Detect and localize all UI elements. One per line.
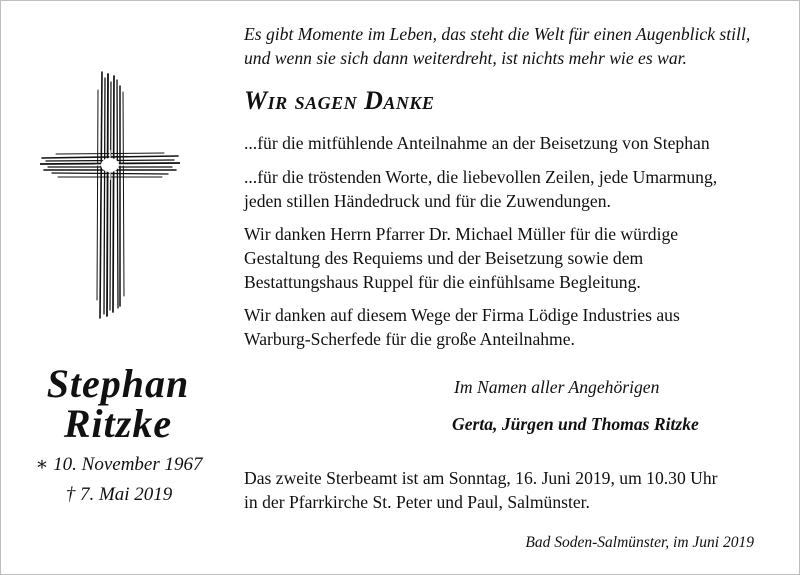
deceased-first-name: Stephan <box>46 361 190 406</box>
birth-date: ∗ 10. November 1967 <box>35 454 203 475</box>
thanks-line: Gestaltung des Requiems und der Beisetzung sowie dem <box>244 248 644 268</box>
mass-line: in der Pfarrkirche St. Peter und Paul, Salmünster. <box>244 492 590 512</box>
quote-line: und wenn sie sich dann weiterdreht, ist nichts mehr wie es war. <box>244 48 687 68</box>
mass-line: Das zweite Sterbeamt ist am Sonntag, 16. Juni 2019, um 10.30 Uhr <box>244 468 718 488</box>
signature-intro: Im Namen aller Angehörigen <box>454 377 660 397</box>
death-date: † 7. Mai 2019 <box>65 484 173 505</box>
mass-notice <box>244 466 784 514</box>
thanks-line: ...für die tröstenden Worte, die liebevollen Zeilen, jede Umarmung, <box>244 167 718 187</box>
thanks-paragraph <box>244 303 784 351</box>
heading: Wir sagen Danke <box>244 86 435 115</box>
thanks-line: jeden stillen Händedruck und für die Zuwendungen. <box>244 191 611 211</box>
thanks-paragraph <box>244 165 784 213</box>
thanks-paragraph <box>244 222 784 294</box>
signature-names: Gerta, Jürgen und Thomas Ritzke <box>452 414 699 434</box>
thanks-line: ...für die mitfühlende Anteilnahme an der Beisetzung von Stephan <box>244 133 710 153</box>
deceased-last-name: Ritzke <box>63 401 173 446</box>
thanks-paragraph <box>244 131 784 155</box>
place-date: Bad Soden-Salmünster, im Juni 2019 <box>525 534 754 551</box>
thanks-line: Wir danken auf diesem Wege der Firma Lödige Industries aus <box>244 305 680 325</box>
left-column <box>0 0 230 575</box>
quote-line: Es gibt Momente im Leben, das steht die Welt für einen Augenblick still, <box>244 24 751 44</box>
thanks-line: Warburg-Scherfede für die große Anteilnahme. <box>244 329 575 349</box>
thanks-line: Bestattungshaus Ruppel für die einfühlsame Begleitung. <box>244 272 641 292</box>
cross-icon <box>40 70 180 320</box>
thanks-line: Wir danken Herrn Pfarrer Dr. Michael Müller für die würdige <box>244 224 679 244</box>
quote <box>244 22 784 70</box>
